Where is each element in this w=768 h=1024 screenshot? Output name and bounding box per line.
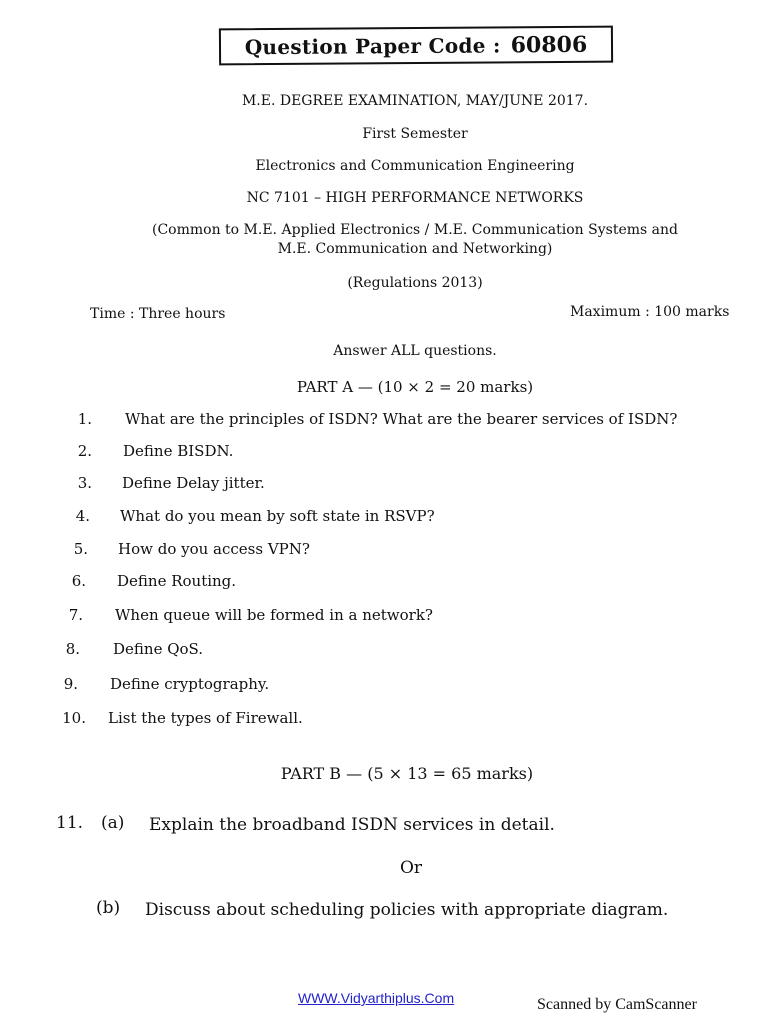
camscanner-watermark: Scanned by CamScanner [537,996,697,1013]
part-a-title: PART A — (10 × 2 = 20 marks) [296,378,534,396]
maximum-marks: Maximum : 100 marks [570,304,730,320]
question-number: 11. [56,813,84,833]
branch: Electronics and Communication Engineering [255,158,575,174]
question-paper-code-value: 60806 [510,31,588,58]
question-text: How do you access VPN? [118,540,310,558]
exam-title: M.E. DEGREE EXAMINATION, MAY/JUNE 2017. [241,93,589,109]
common-note-line1: (Common to M.E. Applied Electronics / M.E. Communication Systems and [152,222,678,238]
or-separator: Or [400,858,423,878]
semester: First Semester [362,126,468,142]
question-number: 8. [65,640,80,658]
question-number: 2. [77,442,92,460]
question-text: What are the principles of ISDN? What are the bearer services of ISDN? [125,410,678,428]
question-text: When queue will be formed in a network? [115,606,433,624]
question-number: 6. [71,572,86,590]
question-number: 3. [77,474,92,492]
question-number: 5. [73,540,88,558]
part-b-title: PART B — (5 × 13 = 65 marks) [280,764,534,783]
vidyarthiplus-link[interactable]: WWW.Vidyarthiplus.Com [298,990,455,1006]
question-text: Define Delay jitter. [122,474,265,492]
question-text: Define cryptography. [110,675,270,693]
question-paper-code-label: Question Paper Code : [244,32,501,59]
question-number: 7. [68,606,83,624]
question-text: Explain the broadband ISDN services in detail. [149,815,555,835]
instruction: Answer ALL questions. [333,343,497,359]
question-number: 10. [62,709,86,727]
regulations: (Regulations 2013) [347,275,483,291]
question-number: 4. [75,507,90,525]
option-label: (a) [101,813,125,833]
question-text: Define Routing. [117,572,237,590]
question-text: Discuss about scheduling policies with appropriate diagram. [145,900,669,920]
option-label: (b) [96,898,121,918]
question-text: Define BISDN. [123,442,234,460]
subject-title: NC 7101 – HIGH PERFORMANCE NETWORKS [246,190,584,206]
question-number: 9. [63,675,78,693]
question-text: Define QoS. [113,640,204,658]
question-number: 1. [77,410,92,428]
question-text: List the types of Firewall. [108,709,303,727]
common-note-line2: M.E. Communication and Networking) [277,241,553,257]
time-allowed: Time : Three hours [90,306,226,322]
question-text: What do you mean by soft state in RSVP? [120,507,435,525]
question-paper-code-box [219,26,613,66]
